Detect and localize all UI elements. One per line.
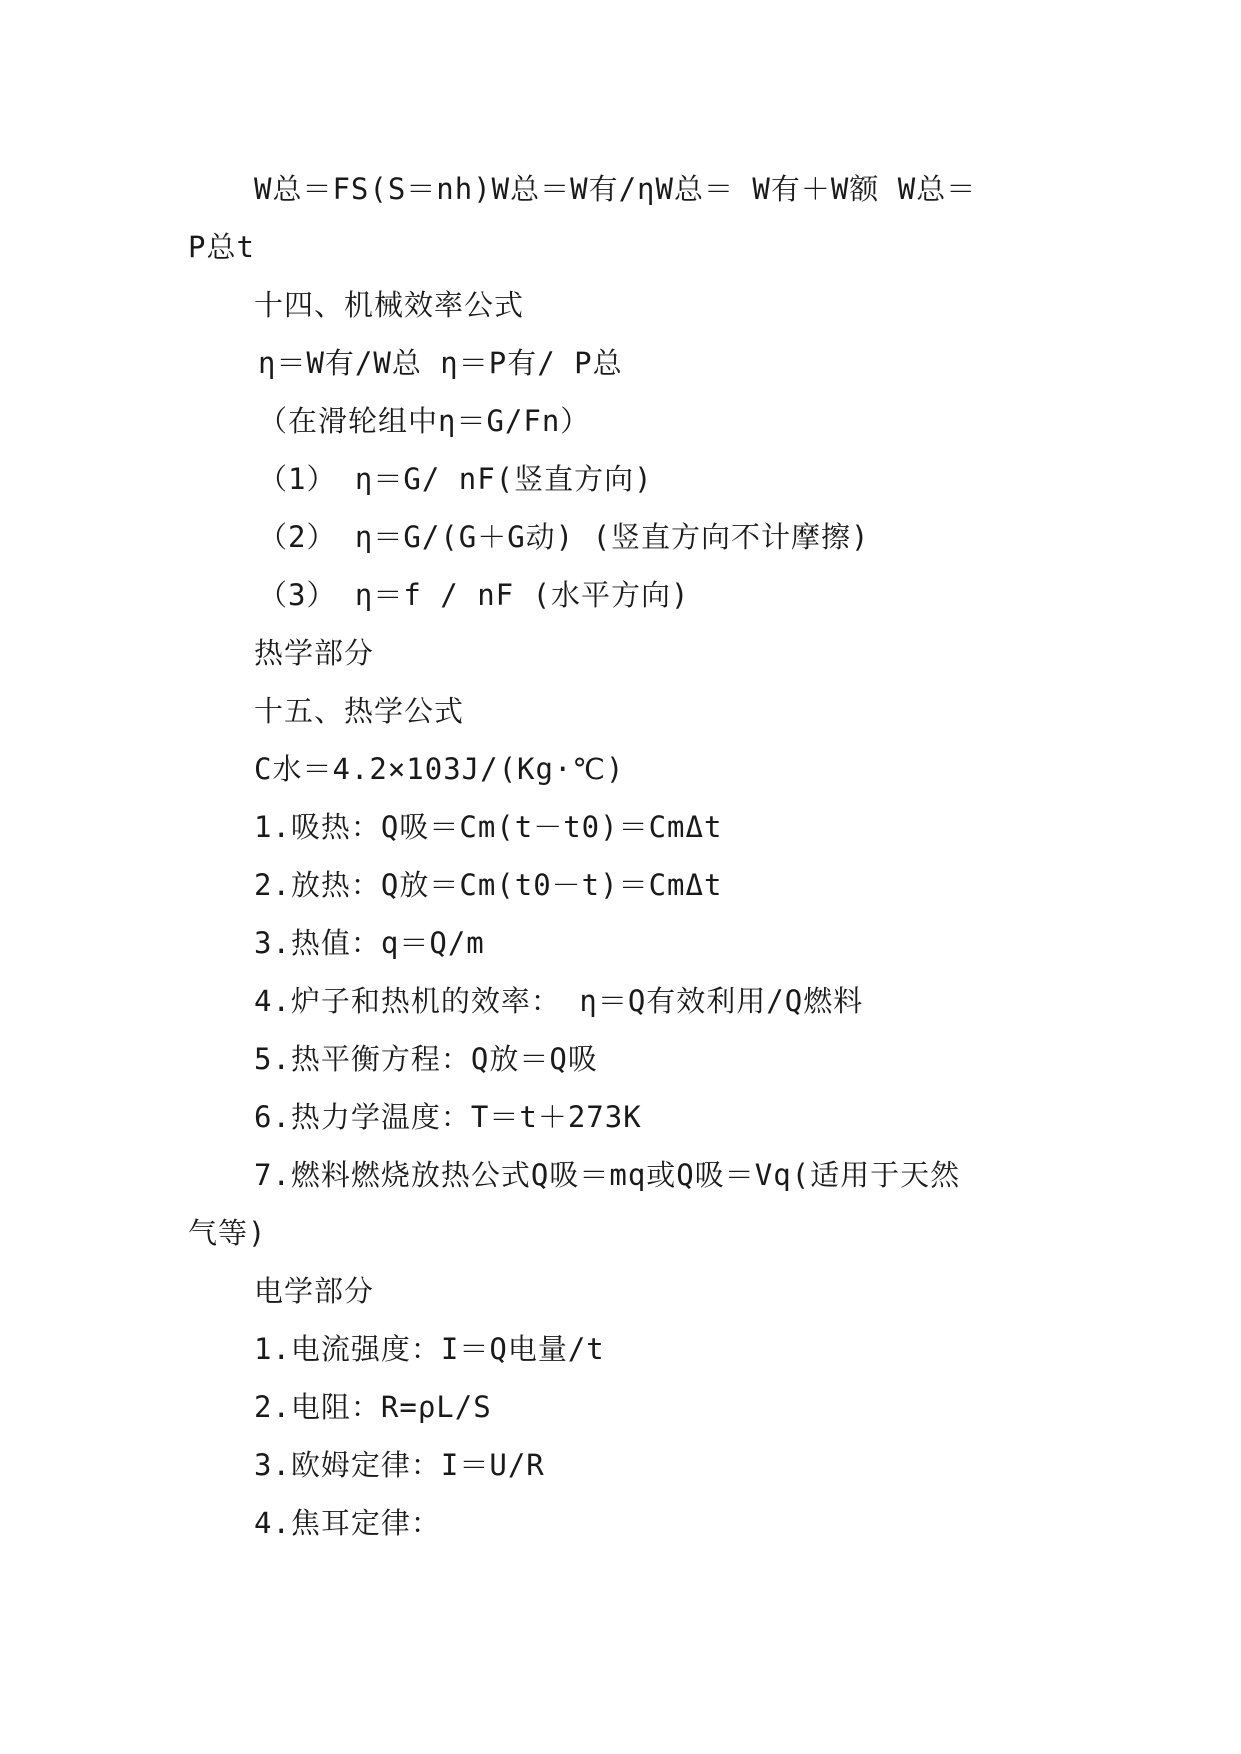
- section-heading: 十五、热学公式: [254, 694, 465, 728]
- document-body: [188, 160, 1058, 1552]
- formula-line: 2.放热：Q放＝Cm(t0－t)＝CmΔt: [254, 868, 723, 902]
- section-heading: 十四、机械效率公式: [254, 288, 525, 322]
- formula-line: 4.焦耳定律：: [254, 1506, 441, 1540]
- text-line: W总＝FS(S＝nh)W总＝W有/ηW总＝ W有＋W额 W总＝: [254, 172, 977, 206]
- formula-line: C水＝4.2×103J/(Kg·℃): [254, 752, 625, 786]
- text-line: 气等): [188, 1216, 267, 1250]
- formula-line: （3） η＝f / nF (水平方向): [258, 578, 690, 612]
- formula-line: η＝W有/W总 η＝P有/ P总: [258, 346, 623, 380]
- formula-line: 4.炉子和热机的效率： η＝Q有效利用/Q燃料: [254, 984, 864, 1018]
- formula-line: 1.电流强度：I＝Q电量/t: [254, 1332, 605, 1366]
- formula-line: 5.热平衡方程：Q放＝Q吸: [254, 1042, 598, 1076]
- part-heading: 电学部分: [254, 1274, 375, 1308]
- formula-line: 6.热力学温度：T＝t＋273K: [254, 1100, 642, 1134]
- text-line: P总t: [188, 230, 255, 264]
- formula-line: 3.欧姆定律：I＝U/R: [254, 1448, 545, 1482]
- formula-line: 1.吸热：Q吸＝Cm(t－t0)＝CmΔt: [254, 810, 723, 844]
- formula-line: 7.燃料燃烧放热公式Q吸＝mq或Q吸＝Vq(适用于天然: [254, 1158, 961, 1192]
- formula-line: 2.电阻：R=ρL/S: [254, 1390, 492, 1424]
- formula-line: （1） η＝G/ nF(竖直方向): [258, 462, 653, 496]
- part-heading: 热学部分: [254, 636, 375, 670]
- formula-line: 3.热值：q＝Q/m: [254, 926, 485, 960]
- formula-line: （在滑轮组中η＝G/Fn）: [258, 404, 591, 438]
- formula-line: （2） η＝G/(G＋G动) (竖直方向不计摩擦): [258, 520, 870, 554]
